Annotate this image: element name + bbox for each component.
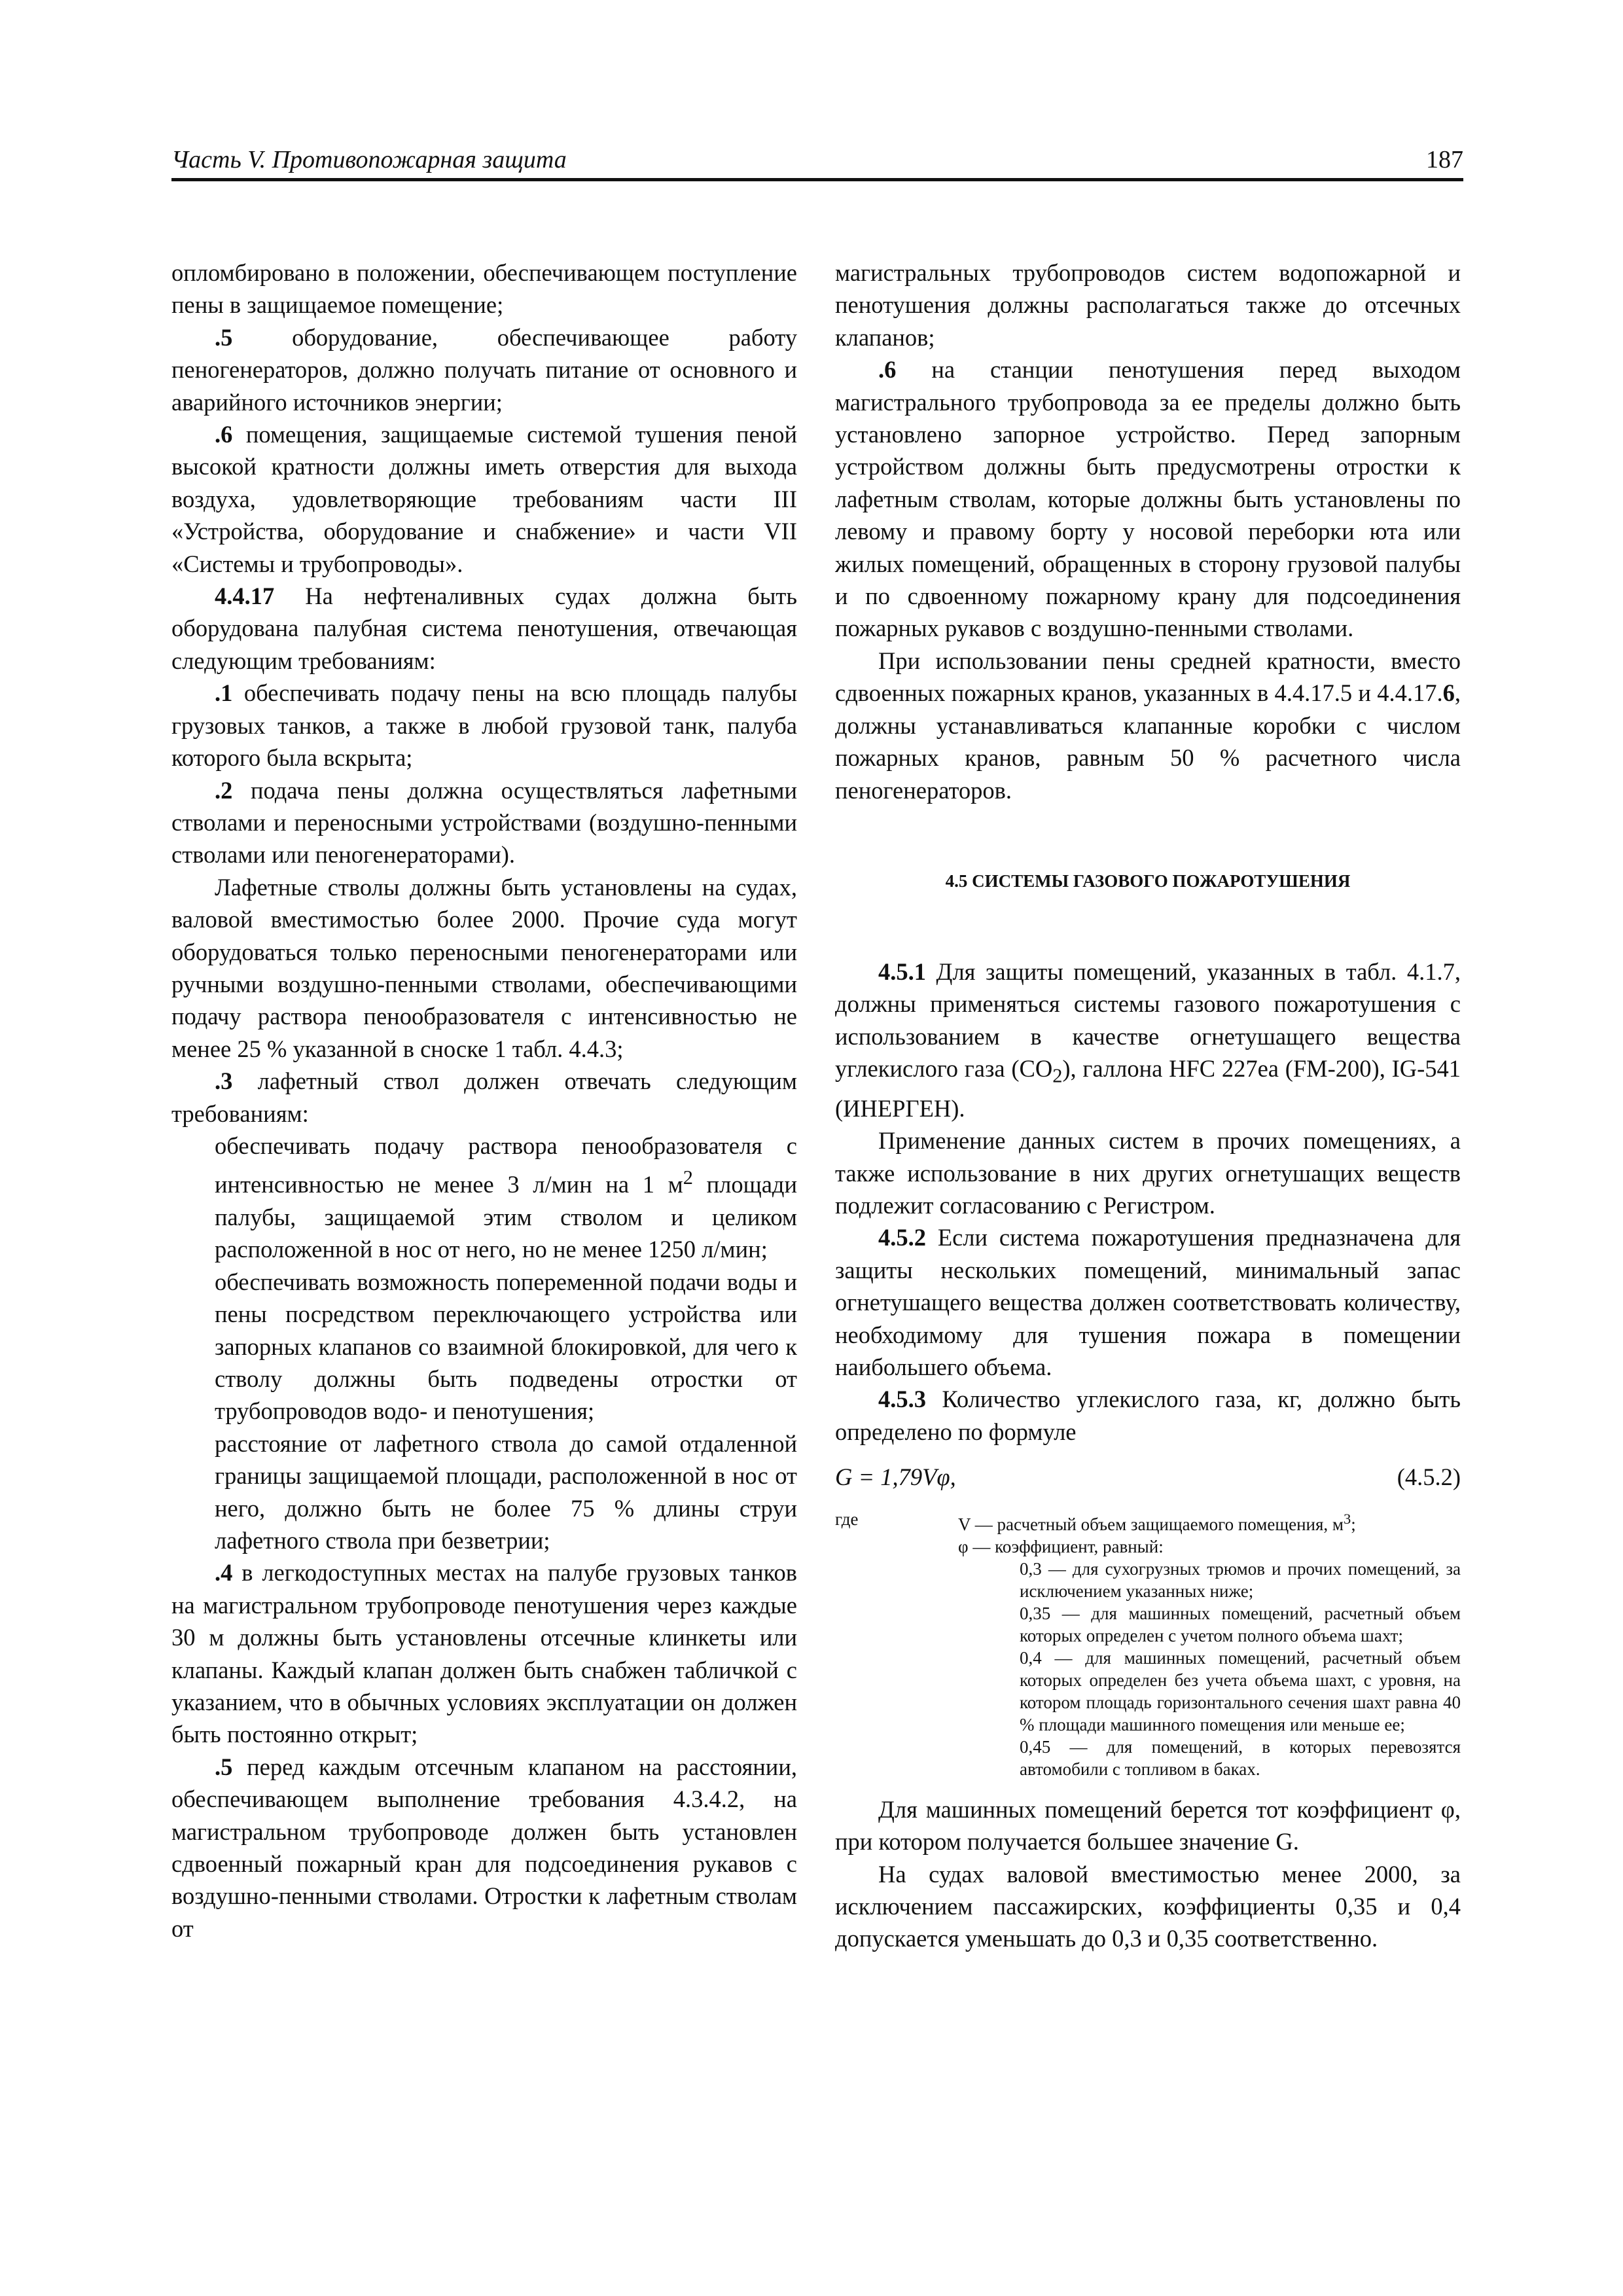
paragraph: 4.4.17 На нефтеналивных судах должна быть оборудована палубная система пенотушения, отвечающая следующим требованиям: — [171, 583, 797, 674]
formula — [835, 1461, 1461, 1493]
paragraph: обеспечивать подачу раствора пенообразователя с интенсивностью не менее 3 л/мин на 1 $м^2$ площади палубы, защищаемой этим стволом и целиком расположенной в нос от него, но не менее 1250 л/мин; — [215, 1132, 797, 1263]
paragraph: На судах валовой вместимостью менее 2000, за исключением пассажирских, коэффициенты 0,35 и 0,4 допускается уменьшать до 0,3 и 0,35 соответственно. — [835, 1860, 1461, 1952]
left-column — [171, 257, 797, 1945]
coefficient-value: 0,3 — для сухогрузных трюмов и прочих помещений, за исключением указанных ниже; — [1020, 1558, 1461, 1601]
coefficient-value: 0,45 — для помещений, в которых перевозятся автомобили с топливом в баках. — [1020, 1736, 1461, 1779]
paragraph: 4.5.3 Количество углекислого газа, кг, должно быть определено по формуле — [835, 1386, 1461, 1445]
item-number: .5 — [215, 1753, 233, 1780]
item-number: .6 — [215, 421, 233, 448]
coefficient-value: 0,35 — для машинных помещений, расчетный объем которых определен с учетом полного объема шахт; — [1020, 1603, 1461, 1645]
section-heading: 4.5 СИСТЕМЫ ГАЗОВОГО ПОЖАРОТУШЕНИЯ — [945, 870, 1351, 891]
where-label: где — [835, 1509, 859, 1529]
page-header — [171, 145, 1463, 181]
paragraph: расстояние от лафетного ствола до самой отдаленной границы защищаемой площади, расположенной в нос от него, должно быть не более 75 % длины струи лафетного ствола при безветрии; — [215, 1429, 797, 1554]
paragraph: .3 лафетный ствол должен отвечать следующим требованиям: — [171, 1067, 797, 1127]
formula-number: (4.5.2) — [1397, 1463, 1461, 1491]
clause-number: 4.5.1 — [878, 958, 926, 985]
paragraph: .2 подача пены должна осуществляться лафетными стволами и переносными устройствами (воздушно-пенными стволами или пеногенераторами). — [171, 776, 797, 869]
paragraph: .5 перед каждым отсечным клапаном на расстоянии, обеспечивающем выполнение требования 4.3.4.2, на магистральном трубопроводе должен быть установлен сдвоенный пожарный кран для подсоединения рукавов с воздушно-пенными стволами. Отростки к лафетным стволам от — [171, 1753, 797, 1942]
page-number: 187 — [1426, 146, 1463, 173]
coefficient-values — [915, 1558, 1461, 1780]
formula-expression: G = 1,79Vφ, — [835, 1463, 956, 1491]
paragraph: При использовании пены средней кратности, вместо сдвоенных пожарных кранов, указанных в 4.4.17.5 и 4.4.17.6, должны устанавливаться клапанные коробки с числом пожарных кранов, равным 50 % расчетного числа пеногенераторов. — [835, 647, 1461, 804]
paragraph: .5 оборудование, обеспечивающее работу пеногенераторов, должно получать питание от основного и аварийного источников энергии; — [171, 323, 797, 416]
paragraph: .6 на станции пенотушения перед выходом магистрального трубопровода за ее пределы должно быть установлено запорное устройство. Перед запорным устройством должны быть предусмотрены отростки к лафетным стволам, которые должны быть установлены по левому и правому борту у носовой переборки юта или жилых помещений, обращенных в сторону грузовой палубы и по сдвоенному пожарному крану для подсоединения пожарных рукавов с воздушно-пенными стволами. — [835, 356, 1461, 642]
paragraph: .6 помещения, защищаемые системой тушения пеной высокой кратности должны иметь отверстия для выхода воздуха, удовлетворяющие требованиям части III «Устройства, оборудование и снабжение» и части VII «Системы и трубопроводы». — [171, 421, 797, 577]
item-number: .5 — [215, 323, 233, 351]
paragraph: Лафетные стволы должны быть установлены на судах, валовой вместимостью более 2000. Прочие суда могут оборудоваться только переносными пеногенераторами или ручными воздушно-пенными стволами, обеспечивающими подачу раствора пенообразователя с интенсивностью не менее 25 % указанной в сноске 1 табл. 4.4.3; — [171, 873, 797, 1062]
definition-phi: φ — коэффициент, равный: — [958, 1536, 1164, 1556]
paragraph: .4 в легкодоступных местах на палубе грузовых танков на магистральном трубопроводе пенотушения через каждые 30 м должны быть установлены отсечные клинкеты или клапаны. Каждый клапан должен быть снабжен табличкой с указанием, что в обычных условиях эксплуатации он должен быть постоянно открыт; — [171, 1559, 797, 1748]
item-number: .1 — [215, 679, 233, 707]
paragraph: 4.5.2 Если система пожаротушения предназначена для защиты нескольких помещений, минимальный запас огнетушащего вещества должен соответствовать количеству, необходимому для тушения пожара в помещении наибольшего объема. — [835, 1224, 1461, 1381]
clause-number: 4.5.2 — [878, 1224, 926, 1251]
item-number: .2 — [215, 776, 233, 804]
coefficient-value: 0,4 — для машинных помещений, расчетный объем которых определен без учета объема шахт, с уровня, на котором площадь горизонтального сечения шахт равна 40 % площади машинного помещения или меньше ее; — [1020, 1647, 1461, 1734]
paragraph: опломбировано в положении, обеспечивающем поступление пены в защищаемое помещение; — [171, 259, 797, 319]
clause-number: 4.5.3 — [878, 1386, 926, 1413]
paragraph: магистральных трубопроводов систем водопожарной и пенотушения должны располагаться также до отсечных клапанов; — [835, 259, 1461, 351]
paragraph: 4.5.1 Для защиты помещений, указанных в табл. 4.1.7, должны применяться системы газового пожаротушения с использованием в качестве огнетушащего вещества углекислого газа $(CO_2)$, галлона HFC 227ea (FM-200), IG-541 (ИНЕРГЕН). — [835, 958, 1461, 1122]
item-number: .4 — [215, 1559, 233, 1587]
item-number: .3 — [215, 1067, 233, 1095]
clause-number: 4.4.17 — [215, 583, 275, 610]
right-column — [835, 257, 1461, 1955]
paragraph: обеспечивать возможность попеременной подачи воды и пены посредством переключающего устройства или запорных клапанов со взаимной блокировкой, для чего к стволу должны быть подведены отростки от трубопроводов водо- и пенотушения; — [215, 1268, 797, 1425]
formula-notes — [835, 1508, 1461, 1780]
running-title: Часть V. Противопожарная защита — [171, 146, 567, 173]
paragraph: Для машинных помещений берется тот коэффициент φ, при котором получается большее значение G. — [835, 1795, 1461, 1856]
paragraph: Применение данных систем в прочих помещениях, а также использование в них других огнетушащих веществ подлежит согласованию с Регистром. — [835, 1127, 1461, 1219]
definition-v: V — расчетный объем защищаемого помещения, $м^3$; — [958, 1510, 1356, 1534]
item-number: .6 — [878, 356, 897, 384]
paragraph: .1 обеспечивать подачу пены на всю площадь палубы грузовых танков, а также в любой грузовой танк, палуба которого была вскрыта; — [171, 679, 797, 772]
